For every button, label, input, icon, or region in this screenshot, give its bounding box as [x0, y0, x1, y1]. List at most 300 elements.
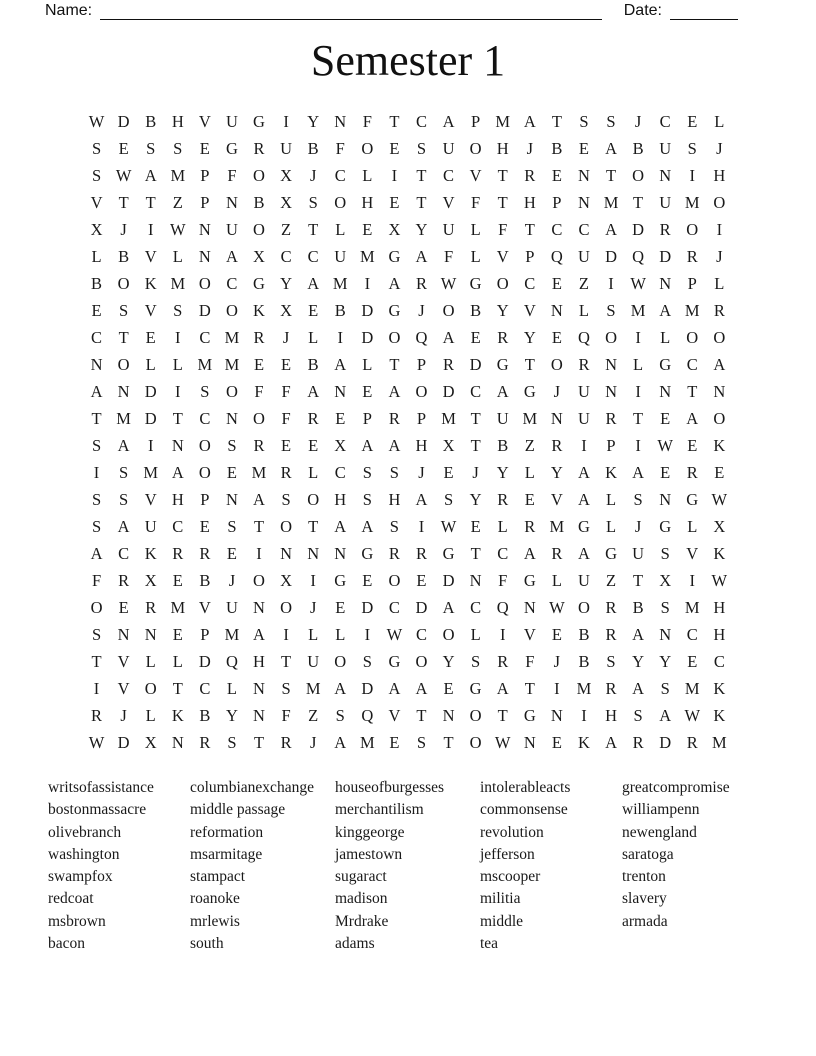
grid-letter: F: [498, 220, 508, 239]
grid-letter: A: [307, 382, 320, 401]
grid-row: [83, 270, 733, 297]
grid-letter: O: [442, 301, 455, 320]
grid-letter: A: [90, 382, 103, 401]
grid-letter: D: [198, 652, 211, 671]
grid-letter: Q: [632, 247, 645, 266]
grid-letter: S: [91, 166, 102, 185]
grid-letter: C: [334, 166, 346, 185]
grid-letter: C: [524, 274, 536, 293]
grid-letter: N: [280, 544, 293, 563]
grid-letter: N: [442, 706, 455, 725]
grid-letter: F: [227, 166, 237, 185]
grid-letter: J: [309, 166, 317, 185]
grid-letter: A: [334, 679, 347, 698]
grid-letter: A: [415, 247, 428, 266]
grid-letter: N: [334, 382, 347, 401]
grid-letter: V: [388, 706, 401, 725]
grid-row: [83, 702, 733, 729]
grid-letter: R: [551, 544, 563, 563]
grid-letter: M: [441, 409, 456, 428]
grid-letter: E: [524, 490, 535, 509]
grid-letter: D: [361, 328, 374, 347]
grid-letter: A: [361, 436, 374, 455]
grid-letter: F: [281, 382, 291, 401]
word-list-item: roanoke: [190, 890, 240, 908]
grid-letter: E: [470, 517, 481, 536]
grid-letter: X: [388, 220, 401, 239]
grid-letter: V: [496, 247, 509, 266]
grid-letter: R: [307, 409, 319, 428]
grid-letter: F: [254, 382, 264, 401]
grid-letter: I: [93, 463, 100, 482]
grid-letter: E: [335, 409, 346, 428]
grid-letter: G: [388, 652, 401, 671]
grid-letter: O: [442, 625, 455, 644]
grid-letter: A: [632, 463, 645, 482]
word-list-item: merchantilism: [335, 801, 424, 819]
grid-letter: T: [633, 409, 644, 428]
grid-letter: N: [253, 679, 265, 698]
grid-letter: N: [144, 625, 157, 644]
grid-letter: I: [175, 328, 181, 347]
word-list: [48, 777, 816, 955]
grid-letter: I: [635, 328, 641, 347]
grid-letter: O: [496, 274, 509, 293]
grid-letter: U: [659, 193, 672, 212]
grid-letter: S: [443, 490, 454, 509]
grid-letter: T: [497, 166, 508, 185]
grid-letter: J: [228, 571, 236, 590]
grid-letter: S: [335, 706, 345, 725]
grid-letter: U: [442, 139, 455, 158]
grid-letter: J: [282, 328, 290, 347]
grid-letter: L: [578, 301, 589, 320]
grid-letter: M: [224, 355, 240, 374]
word-list-item: revolution: [480, 823, 544, 841]
grid-letter: N: [198, 247, 211, 266]
grid-letter: T: [633, 193, 644, 212]
grid-letter: S: [173, 139, 183, 158]
grid-letter: E: [389, 733, 400, 752]
grid-letter: O: [713, 409, 726, 428]
grid-letter: T: [172, 679, 183, 698]
grid-letter: V: [469, 166, 482, 185]
grid-letter: O: [117, 355, 130, 374]
grid-letter: M: [712, 733, 727, 752]
grid-letter: R: [632, 733, 644, 752]
grid-letter: C: [551, 220, 563, 239]
grid-letter: Y: [280, 274, 293, 293]
grid-letter: Z: [172, 193, 183, 212]
grid-letter: B: [497, 436, 509, 455]
grid-letter: V: [144, 490, 157, 509]
grid-letter: A: [334, 517, 347, 536]
grid-letter: T: [118, 193, 129, 212]
grid-letter: K: [713, 679, 726, 698]
grid-letter: M: [684, 679, 700, 698]
grid-letter: S: [362, 490, 372, 509]
grid-row: [83, 567, 733, 594]
grid-letter: O: [307, 490, 320, 509]
grid-letter: Z: [524, 436, 535, 455]
grid-letter: I: [581, 436, 587, 455]
grid-letter: O: [469, 706, 482, 725]
grid-letter: H: [713, 166, 726, 185]
grid-letter: I: [364, 625, 371, 644]
grid-letter: E: [551, 166, 562, 185]
grid-letter: A: [605, 139, 617, 158]
word-list-item: intolerableacts: [480, 779, 571, 796]
grid-letter: I: [608, 274, 614, 293]
grid-letter: L: [172, 355, 183, 374]
grid-letter: R: [497, 328, 509, 347]
grid-letter: E: [443, 463, 454, 482]
grid-letter: L: [524, 463, 535, 482]
grid-letter: E: [335, 598, 346, 617]
grid-letter: E: [362, 571, 373, 590]
grid-letter: B: [145, 112, 157, 131]
grid-letter: N: [523, 733, 536, 752]
grid-letter: A: [253, 625, 265, 644]
grid-letter: L: [308, 625, 319, 644]
grid-letter: E: [226, 463, 237, 482]
grid-letter: T: [91, 652, 102, 671]
word-list-item: trenton: [622, 868, 666, 886]
grid-letter: E: [118, 139, 129, 158]
grid-letter: S: [119, 463, 129, 482]
grid-letter: S: [362, 463, 372, 482]
grid-letter: P: [606, 436, 616, 455]
grid-letter: T: [91, 409, 102, 428]
grid-letter: A: [334, 355, 347, 374]
grid-letter: L: [497, 517, 508, 536]
grid-letter: S: [606, 652, 616, 671]
grid-letter: J: [716, 247, 723, 266]
grid-letter: F: [362, 112, 372, 131]
grid-letter: B: [334, 301, 346, 320]
grid-letter: D: [117, 112, 130, 131]
grid-letter: L: [145, 652, 156, 671]
grid-letter: X: [442, 436, 455, 455]
grid-letter: N: [198, 220, 211, 239]
grid-letter: E: [551, 625, 562, 644]
grid-letter: S: [281, 490, 291, 509]
grid-letter: O: [415, 382, 428, 401]
grid-letter: L: [714, 274, 725, 293]
grid-letter: T: [308, 220, 319, 239]
grid-letter: O: [713, 328, 726, 347]
grid-row: [83, 513, 733, 540]
grid-letter: F: [91, 571, 102, 590]
grid-letter: T: [145, 193, 156, 212]
grid-letter: F: [443, 247, 454, 266]
grid-letter: K: [713, 436, 726, 455]
grid-letter: L: [687, 517, 698, 536]
grid-row: [83, 675, 733, 702]
grid-letter: S: [173, 301, 183, 320]
grid-letter: P: [362, 409, 372, 428]
grid-letter: E: [172, 625, 183, 644]
grid-letter: Z: [308, 706, 319, 725]
grid-letter: E: [118, 598, 129, 617]
grid-letter: A: [225, 247, 238, 266]
grid-letter: B: [199, 706, 211, 725]
grid-letter: X: [280, 166, 293, 185]
grid-letter: V: [90, 193, 103, 212]
grid-letter: R: [280, 733, 292, 752]
word-list-item: saratoga: [622, 845, 674, 863]
grid-letter: A: [442, 598, 455, 617]
grid-letter: A: [605, 220, 617, 239]
word-list-item: sugaract: [335, 868, 387, 886]
grid-letter: A: [605, 733, 617, 752]
grid-letter: H: [361, 193, 374, 212]
grid-letter: P: [471, 112, 481, 131]
grid-letter: T: [470, 544, 481, 563]
grid-letter: E: [687, 436, 698, 455]
grid-letter: I: [581, 706, 587, 725]
grid-letter: N: [577, 193, 590, 212]
word-list-item: greatcompromise: [622, 779, 730, 796]
grid-letter: Y: [632, 652, 645, 671]
grid-letter: Y: [550, 463, 563, 482]
word-list-item: williampenn: [622, 801, 700, 819]
grid-letter: X: [280, 571, 293, 590]
grid-letter: D: [198, 301, 211, 320]
grid-letter: F: [525, 652, 535, 671]
grid-letter: S: [389, 463, 399, 482]
grid-letter: M: [197, 355, 213, 374]
grid-letter: N: [577, 166, 590, 185]
grid-letter: A: [117, 517, 130, 536]
grid-letter: Q: [577, 328, 590, 347]
grid-letter: J: [526, 139, 533, 158]
grid-letter: R: [497, 490, 509, 509]
grid-letter: R: [199, 544, 211, 563]
grid-letter: Q: [225, 652, 238, 671]
grid-letter: P: [525, 247, 535, 266]
grid-letter: W: [440, 274, 457, 293]
grid-letter: J: [418, 463, 425, 482]
grid-letter: N: [605, 355, 617, 374]
grid-letter: B: [307, 139, 319, 158]
grid-row: [83, 621, 733, 648]
grid-letter: L: [335, 625, 346, 644]
grid-letter: J: [634, 112, 642, 131]
grid-letter: I: [147, 220, 154, 239]
grid-letter: I: [499, 625, 506, 644]
grid-letter: N: [550, 706, 563, 725]
grid-letter: U: [225, 220, 238, 239]
grid-letter: A: [659, 301, 672, 320]
grid-letter: E: [281, 355, 292, 374]
grid-letter: Z: [281, 220, 292, 239]
word-list-item: jamestown: [335, 845, 403, 863]
grid-letter: P: [416, 409, 427, 428]
grid-letter: C: [199, 679, 211, 698]
grid-letter: P: [416, 355, 427, 374]
grid-letter: L: [470, 220, 481, 239]
grid-letter: S: [579, 112, 589, 131]
date-blank-line: [670, 5, 738, 20]
word-list-item: swampfox: [48, 868, 113, 886]
grid-row: [83, 243, 733, 270]
grid-letter: G: [523, 706, 536, 725]
grid-letter: N: [90, 355, 103, 374]
grid-letter: A: [442, 112, 455, 131]
grid-letter: Y: [496, 301, 509, 320]
grid-letter: G: [523, 571, 536, 590]
grid-row: [83, 729, 733, 756]
grid-letter: N: [117, 625, 130, 644]
grid-letter: R: [524, 166, 536, 185]
word-list-item: bostonmassacre: [48, 801, 147, 819]
grid-letter: X: [144, 571, 157, 590]
grid-letter: U: [577, 571, 590, 590]
grid-letter: L: [551, 571, 562, 590]
grid-letter: S: [119, 490, 129, 509]
grid-letter: I: [391, 166, 398, 185]
grid-letter: K: [713, 706, 726, 725]
grid-letter: W: [684, 706, 701, 725]
grid-letter: L: [605, 517, 617, 536]
grid-letter: E: [145, 328, 156, 347]
grid-letter: G: [469, 274, 482, 293]
grid-letter: N: [550, 301, 563, 320]
grid-letter: O: [144, 679, 157, 698]
puzzle-title: Semester 1: [310, 36, 506, 85]
grid-letter: A: [171, 463, 184, 482]
grid-letter: M: [576, 679, 592, 698]
grid-letter: A: [496, 679, 509, 698]
grid-letter: C: [415, 625, 427, 644]
grid-row: [83, 648, 733, 675]
grid-letter: R: [686, 247, 698, 266]
grid-letter: N: [659, 382, 672, 401]
grid-letter: N: [713, 382, 726, 401]
grid-letter: T: [308, 517, 319, 536]
grid-letter: E: [687, 652, 698, 671]
grid-letter: T: [524, 679, 535, 698]
word-list-item: armada: [622, 912, 668, 930]
grid-letter: S: [91, 490, 102, 509]
grid-letter: N: [171, 436, 184, 455]
grid-letter: M: [684, 193, 700, 212]
grid-letter: D: [144, 382, 157, 401]
grid-letter: R: [578, 355, 590, 374]
grid-letter: R: [172, 544, 184, 563]
grid-letter: B: [307, 355, 319, 374]
grid-letter: R: [199, 733, 211, 752]
grid-letter: H: [171, 490, 184, 509]
grid-letter: I: [554, 679, 560, 698]
grid-letter: A: [632, 625, 645, 644]
grid-letter: G: [253, 112, 265, 131]
grid-letter: A: [577, 463, 590, 482]
grid-letter: Y: [523, 328, 536, 347]
grid-letter: H: [605, 706, 617, 725]
grid-letter: Y: [442, 652, 455, 671]
grid-letter: S: [200, 382, 210, 401]
grid-letter: S: [227, 517, 237, 536]
grid-letter: R: [605, 625, 617, 644]
grid-letter: C: [686, 625, 698, 644]
word-list-item: south: [190, 935, 224, 953]
grid-letter: A: [686, 409, 699, 428]
grid-letter: S: [281, 679, 291, 698]
grid-letter: M: [170, 166, 186, 185]
word-list-item: reformation: [190, 823, 264, 841]
grid-letter: D: [659, 247, 672, 266]
grid-letter: O: [577, 598, 590, 617]
grid-letter: J: [634, 517, 642, 536]
grid-letter: A: [117, 436, 130, 455]
grid-letter: O: [198, 436, 211, 455]
grid-letter: Y: [659, 652, 672, 671]
grid-letter: A: [442, 328, 455, 347]
grid-letter: R: [415, 274, 427, 293]
grid-letter: J: [309, 733, 317, 752]
grid-letter: T: [470, 409, 481, 428]
grid-letter: S: [416, 139, 427, 158]
grid-letter: L: [470, 625, 481, 644]
grid-letter: T: [416, 166, 427, 185]
grid-letter: E: [551, 733, 562, 752]
grid-letter: O: [198, 463, 211, 482]
grid-letter: C: [443, 166, 455, 185]
grid-letter: I: [689, 166, 695, 185]
grid-letter: W: [657, 436, 673, 455]
grid-letter: N: [171, 733, 184, 752]
grid-letter: C: [497, 544, 509, 563]
grid-letter: V: [144, 247, 157, 266]
grid-letter: M: [305, 679, 321, 698]
word-list-item: tea: [480, 935, 499, 953]
grid-letter: T: [470, 436, 481, 455]
word-list-column: [190, 777, 335, 955]
grid-letter: T: [633, 571, 644, 590]
grid-letter: G: [605, 544, 617, 563]
grid-letter: C: [334, 463, 346, 482]
grid-letter: I: [283, 112, 289, 131]
word-list-item: houseofburgesses: [335, 779, 445, 796]
grid-letter: O: [388, 328, 401, 347]
grid-letter: R: [686, 733, 698, 752]
grid-letter: O: [605, 328, 617, 347]
grid-letter: R: [605, 598, 617, 617]
grid-letter: D: [469, 355, 482, 374]
grid-letter: O: [632, 166, 645, 185]
grid-letter: R: [388, 544, 400, 563]
grid-letter: K: [577, 733, 590, 752]
grid-row: [83, 108, 733, 135]
grid-letter: V: [198, 598, 211, 617]
grid-letter: A: [334, 733, 347, 752]
grid-letter: G: [253, 274, 265, 293]
grid-letter: V: [686, 544, 699, 563]
grid-letter: L: [172, 247, 183, 266]
grid-letter: X: [90, 220, 103, 239]
grid-letter: S: [606, 112, 616, 131]
grid-letter: M: [224, 625, 240, 644]
grid-letter: C: [199, 409, 211, 428]
grid-letter: T: [524, 220, 535, 239]
grid-letter: R: [686, 463, 698, 482]
grid-letter: M: [143, 463, 159, 482]
grid-letter: W: [386, 625, 403, 644]
grid-letter: Y: [496, 463, 509, 482]
grid-letter: H: [415, 436, 428, 455]
